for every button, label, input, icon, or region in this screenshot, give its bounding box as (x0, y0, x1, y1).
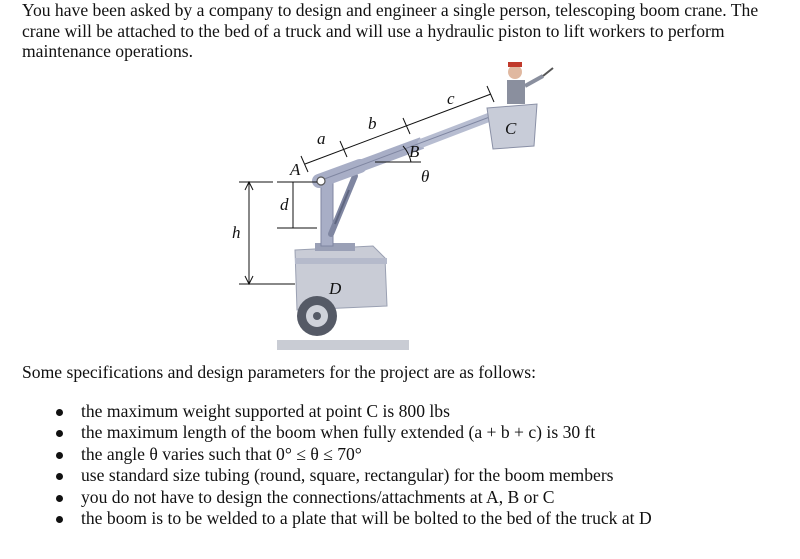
boom-crane-figure (225, 58, 585, 358)
label-D: D (329, 279, 342, 298)
pin-a (317, 177, 325, 185)
label-a: a (317, 129, 326, 148)
label-c: c (447, 89, 455, 108)
truck-bed-trim (295, 258, 387, 264)
ground (277, 340, 409, 350)
intro-paragraph (22, 0, 800, 62)
label-d: d (280, 195, 289, 214)
label-h: h (232, 223, 241, 242)
label-pin-a: A (290, 160, 301, 179)
spec-item: the boom is to be welded to a plate that will be bolted to the bed of the truck at D (56, 508, 652, 529)
worker-arm (525, 76, 543, 86)
spec-item: use standard size tubing (round, square, rectangular) for the boom members (56, 465, 652, 486)
label-pin-b: B (409, 142, 420, 161)
spec-item: the maximum length of the boom when fully extended (a + b + c) is 30 ft (56, 422, 652, 443)
specs-heading: Some specifications and design parameters for the project are as follows: (22, 362, 536, 382)
label-theta: θ (421, 167, 430, 186)
worker-head (508, 65, 522, 79)
intro-line-1: You have been asked by a company to design and engineer a single person, telescoping boom crane. The (22, 0, 759, 20)
label-pin-c: C (505, 119, 517, 138)
intro-line-2: crane will be attached to the bed of a truck and will use a hydraulic piston to lift workers to perform (22, 20, 725, 41)
wrench-icon (543, 68, 553, 76)
spec-item: you do not have to design the connections/attachments at A, B or C (56, 487, 652, 508)
spec-list (56, 401, 652, 529)
spec-item: the maximum weight supported at point C is 800 lbs (56, 401, 652, 422)
label-b: b (368, 114, 377, 133)
intro-line-3: maintenance operations. (22, 41, 193, 61)
spec-item: the angle θ varies such that 0° ≤ θ ≤ 70° (56, 444, 652, 465)
worker-body (507, 80, 525, 104)
worker-cap (508, 62, 522, 67)
